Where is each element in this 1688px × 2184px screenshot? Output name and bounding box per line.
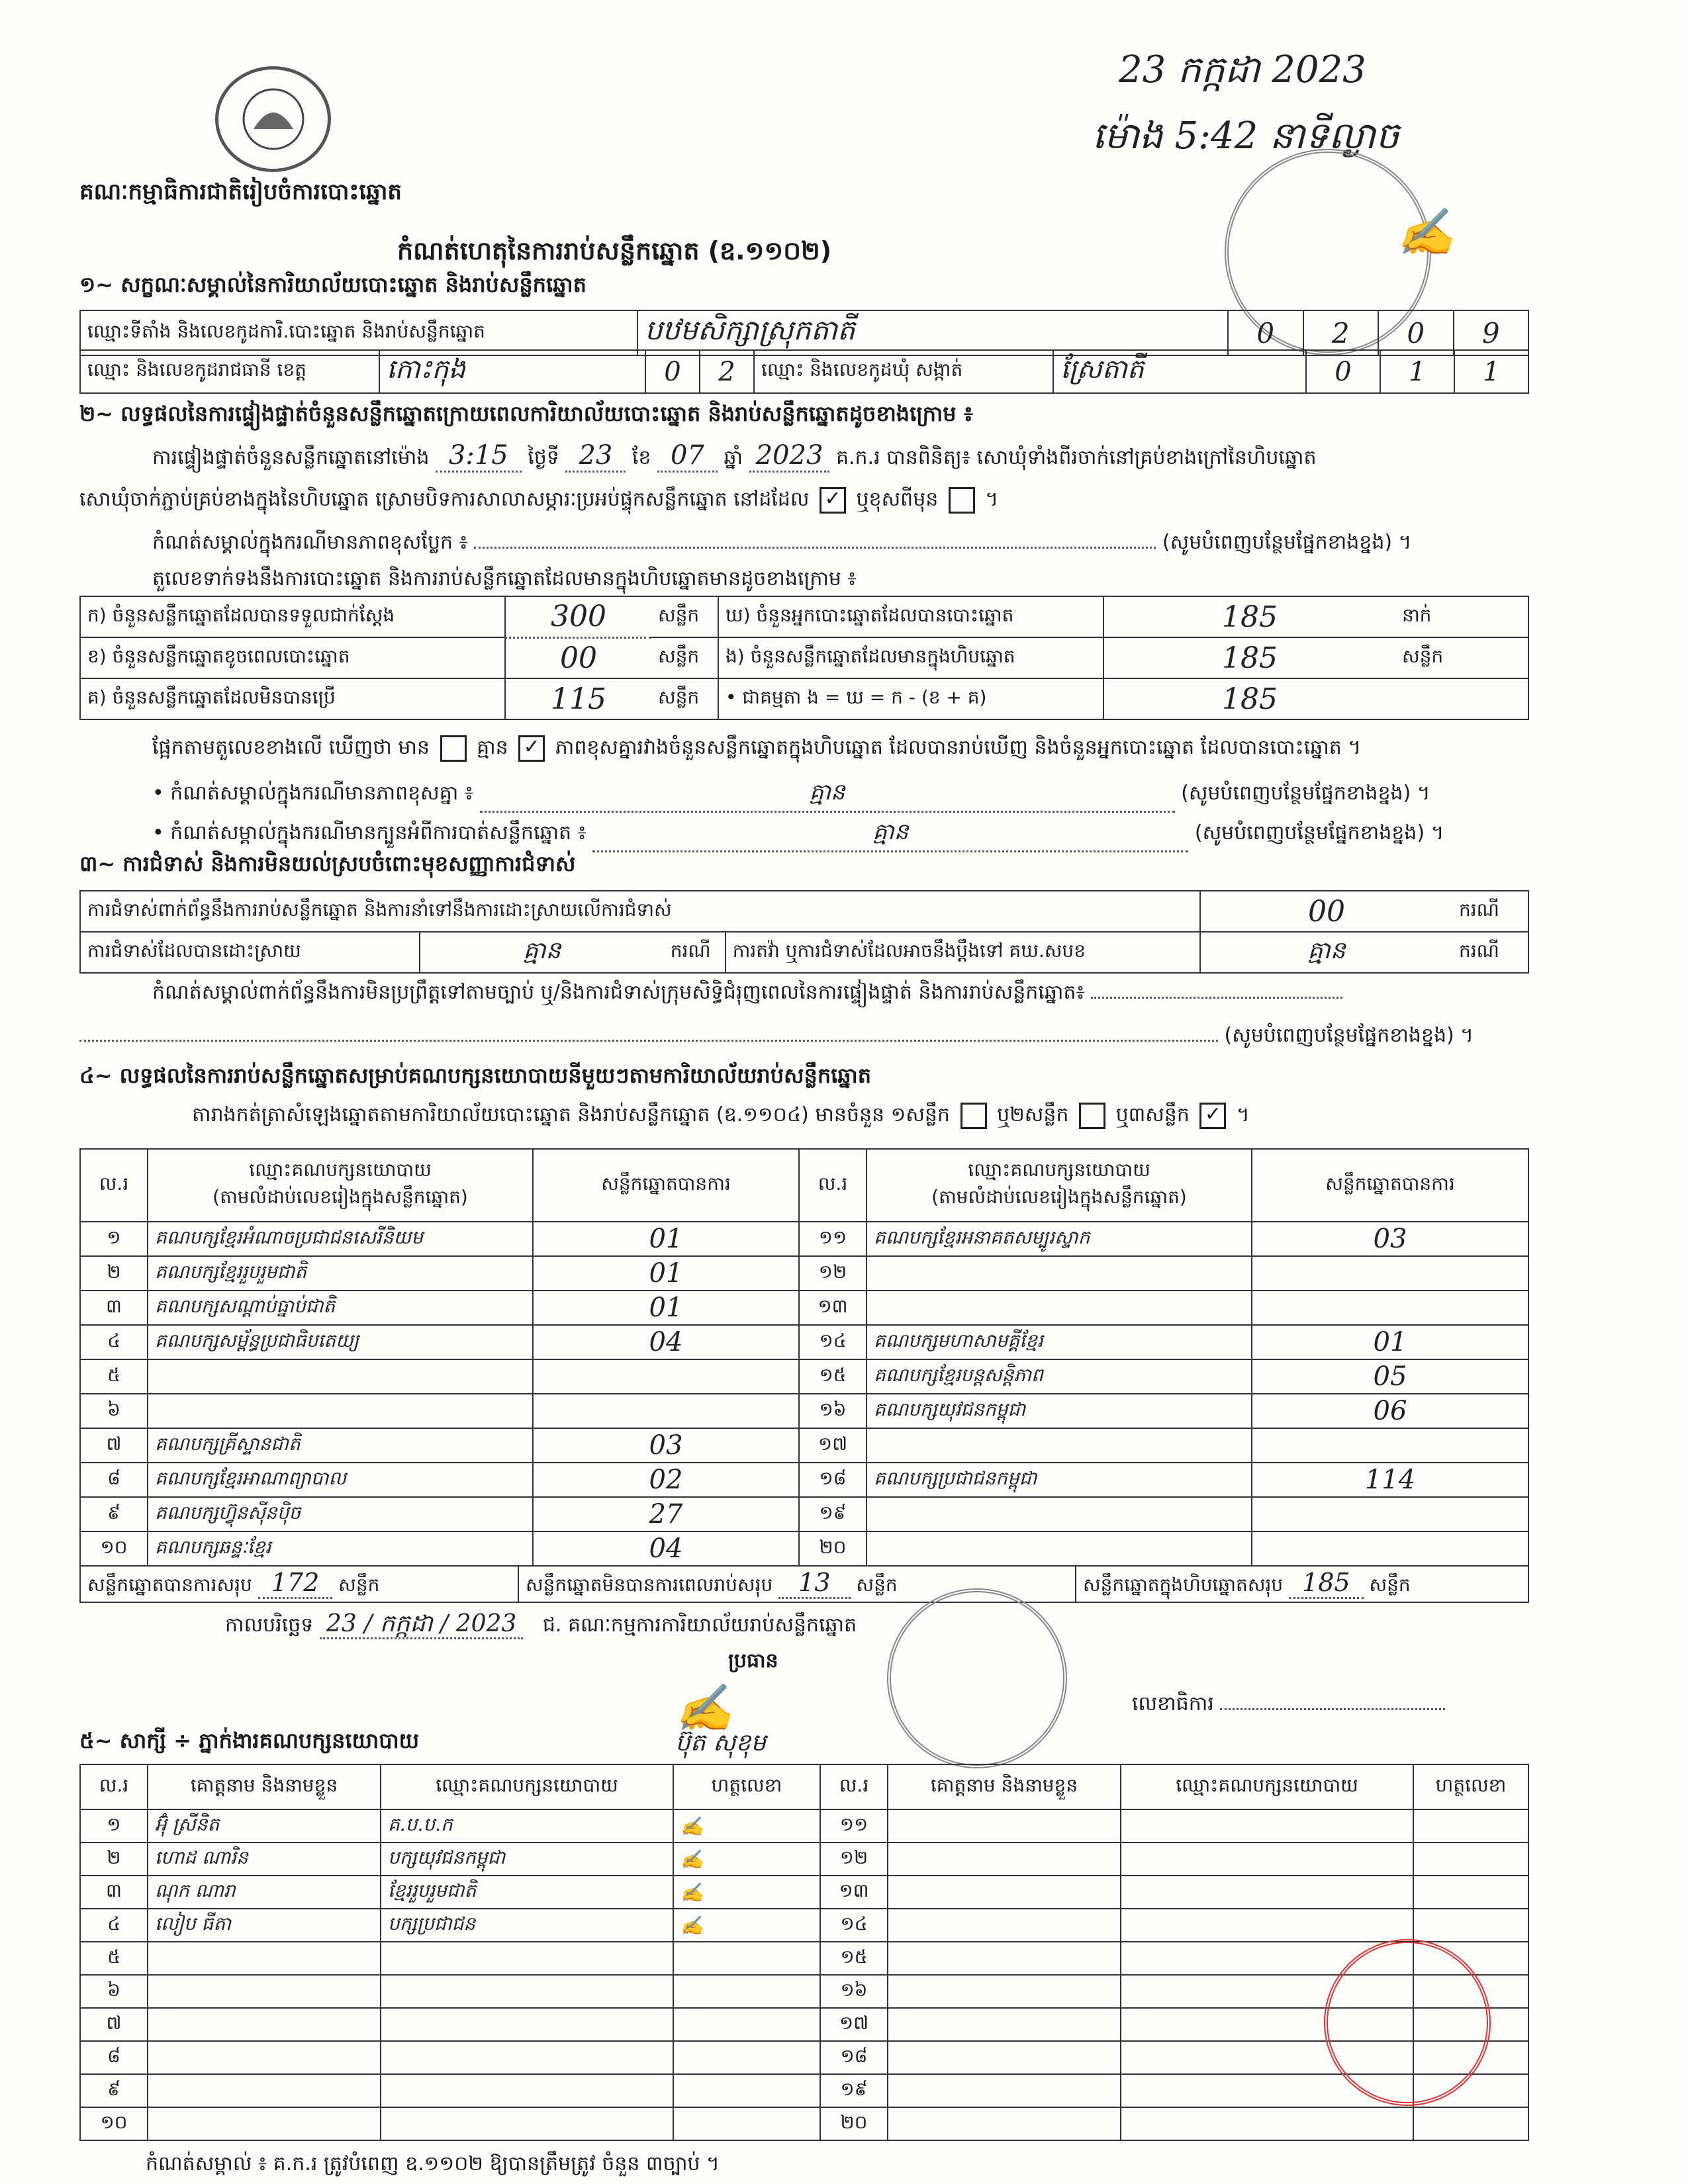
- commune-label: ឈ្មោះ និងលេខកូដឃុំ សង្កាត់: [754, 350, 1053, 393]
- verify-month-value: 07: [657, 440, 718, 473]
- votes-2: [1252, 1291, 1528, 1325]
- w-col-no: ល.រ: [80, 1764, 148, 1809]
- row-no-2: ១៧: [799, 1428, 867, 1463]
- w-signature: ✍: [673, 1843, 820, 1876]
- box-total-unit: សន្លឹក: [1369, 1574, 1411, 1596]
- section-4-title: ៤~ លទ្ធផលនៃការរាប់សន្លឹកឆ្នោតសម្រាប់គណបក្សនយោបាយនីមួយៗតាមការិយាល័យរាប់សន្លឹកឆ្នោត: [79, 1063, 872, 1088]
- w-party: បក្សប្រជាជន: [381, 1909, 673, 1942]
- w-no-2: ១៩: [820, 2074, 888, 2107]
- row-no: ៧: [80, 1428, 148, 1463]
- fig-e-value: 185: [1103, 637, 1395, 678]
- col-no-2: ល.រ: [799, 1149, 867, 1222]
- results-rows: [80, 1222, 1528, 1566]
- resolved-label: ការជំទាស់ដែលបានដោះស្រាយ: [80, 932, 420, 973]
- row-no: ៤: [80, 1325, 148, 1359]
- votes: 01: [533, 1256, 799, 1291]
- col-party-2: [867, 1149, 1252, 1222]
- commune-code-2: 1: [1380, 350, 1454, 393]
- w-no-2: ១២: [820, 1843, 888, 1876]
- different-label: ឬខុសពីមុន: [856, 488, 939, 511]
- valid-total-label: សន្លឹកឆ្នោតបានការសរុប: [87, 1574, 252, 1596]
- appeal-label: ការតវ៉ា ឬការជំទាស់ដែលអាចនឹងប្តឹងទៅ គឃ.សបខ: [726, 932, 1200, 973]
- appeal-unit: ករណី: [1452, 932, 1528, 973]
- section-3-note-line-2: [79, 1023, 1529, 1052]
- votes: [533, 1359, 799, 1394]
- votes: 04: [533, 1325, 799, 1359]
- site-code-3: 0: [1378, 310, 1454, 355]
- sheet-2-label: ឬ២សន្លឹក: [997, 1103, 1069, 1126]
- resolved-unit: ករណី: [664, 932, 726, 973]
- table-row: [80, 1463, 1528, 1497]
- w-no: ១: [80, 1809, 148, 1843]
- row-no: ៣: [80, 1291, 148, 1325]
- committee-name: គណៈកម្មាធិការជាតិរៀបចំការបោះឆ្នោត: [79, 179, 402, 205]
- w-signature: ✍: [673, 1909, 820, 1942]
- bullet-2-value: គ្មាន: [592, 817, 1188, 852]
- tally-sheet-text: តារាងកត់ត្រាសំឡេងឆ្នោតតាមការិយាល័យបោះឆ្នោត និងរាប់សន្លឹកឆ្នោត (ឧ.១១០៤) មានចំនួន ១សន្លឹក: [192, 1103, 950, 1126]
- votes: 02: [533, 1463, 799, 1497]
- w-no-2: ១៣: [820, 1876, 888, 1909]
- party-name: គណបក្សសណ្តាប់ធ្នាប់ជាតិ: [148, 1291, 533, 1325]
- year-label: ឆ្នាំ: [724, 446, 743, 469]
- w-col-name-2: គោត្តនាម និងនាមខ្លួន: [888, 1764, 1121, 1809]
- section-5-title: ៥~ សាក្សី ÷ ភ្នាក់ងារគណបក្សនយោបាយ: [79, 1728, 420, 1753]
- w-no: ៨: [80, 2041, 148, 2074]
- objection-related-value: 00: [1200, 891, 1452, 932]
- w-no-2: ១៦: [820, 1975, 888, 2008]
- table-row: [80, 1256, 1528, 1291]
- row-no-2: ១១: [799, 1222, 867, 1256]
- votes: [533, 1394, 799, 1428]
- sign-date-value: 23 / កក្កដា / 2023: [320, 1610, 523, 1639]
- fig-a-value: 300: [505, 596, 651, 637]
- witness-table: [79, 1764, 1529, 2141]
- formula-value: 185: [1103, 678, 1395, 719]
- fig-e-unit: សន្លឹក: [1395, 637, 1528, 678]
- province-code-1: 0: [645, 350, 700, 393]
- fig-b-label: ខ) ចំនួនសន្លឹកឆ្នោតខូចពេលបោះឆ្នោត: [80, 637, 505, 678]
- form-title: កំណត់ហេតុនៃការរាប់សន្លឹកឆ្នោត (ឧ.១១០២): [397, 236, 832, 265]
- table-row: [80, 2074, 1528, 2107]
- party-name: [148, 1394, 533, 1428]
- objections-table: [79, 890, 1529, 974]
- objection-related-label: ការជំទាស់ពាក់ព័ន្ធនឹងការរាប់សន្លឹកឆ្នោត និងការនាំទៅនឹងការដោះស្រាយលើការជំទាស់: [80, 891, 1200, 932]
- fig-d-label: ឃ) ចំនួនអ្នកបោះឆ្នោតដែលបានបោះឆ្នោត: [718, 596, 1103, 637]
- row-no-2: ១៦: [799, 1394, 867, 1428]
- col-party-title: ឈ្មោះគណបក្សនយោបាយ: [249, 1159, 432, 1181]
- commune-value: ស្រែតាតី: [1053, 350, 1306, 393]
- w-no-2: ១៧: [820, 2008, 888, 2041]
- party-name: គណបក្សខ្មែររួបរួមជាតិ: [148, 1256, 533, 1291]
- day-label: ថ្ងៃទី: [528, 446, 559, 469]
- w-no: ៩: [80, 2074, 148, 2107]
- section-1-table-row2: [79, 349, 1529, 394]
- committee-emblem: [215, 66, 331, 172]
- votes: 03: [533, 1428, 799, 1463]
- totals-table: [79, 1565, 1529, 1603]
- col-party-subtitle-2: (តាមលំដាប់លេខរៀងក្នុងសន្លឹកឆ្នោត): [931, 1186, 1187, 1208]
- table-row: [80, 1291, 1528, 1325]
- province-label: ឈ្មោះ និងលេខកូដរាជធានី ខេត្ត: [80, 350, 379, 393]
- w-col-party-2: ឈ្មោះគណបក្សនយោបាយ: [1121, 1764, 1413, 1809]
- box-total-label: សន្លឹកឆ្នោតក្នុងហិបឆ្នោតសរុប: [1083, 1574, 1284, 1596]
- commune-code-3: 1: [1454, 350, 1528, 393]
- province-code-2: 2: [700, 350, 754, 393]
- secretary-line: [1132, 1691, 1445, 1720]
- w-no-2: ១៥: [820, 1942, 888, 1975]
- votes-2: 01: [1252, 1325, 1528, 1359]
- party-name-2: គណបក្សមហាសាមគ្គីខ្មែរ: [867, 1325, 1252, 1359]
- site-code-1: 0: [1228, 310, 1303, 355]
- resolved-value: គ្មាន: [420, 932, 664, 973]
- votes: 01: [533, 1222, 799, 1256]
- table-row: [80, 1428, 1528, 1463]
- sign-committee: ជ. គណៈកម្មការការិយាល័យរាប់សន្លឹកឆ្នោត: [542, 1614, 857, 1637]
- w-name: ណុក ណារា: [148, 1876, 381, 1909]
- party-name-2: គណបក្សខ្មែរអនាគតសម្បូរស្ទាក: [867, 1222, 1252, 1256]
- w-signature: ✍: [673, 1809, 820, 1843]
- w-col-sig-2: ហត្ថលេខា: [1413, 1764, 1528, 1809]
- w-name: ហោដ ណារិន: [148, 1843, 381, 1876]
- party-name: គណបក្សខ្មែរអាណាព្យាបាល: [148, 1463, 533, 1497]
- party-name-2: គណបក្សប្រជាជនកម្ពុជា: [867, 1463, 1252, 1497]
- box-total-value: 185: [1289, 1568, 1364, 1599]
- sign-date-label: កាលបរិច្ឆេទ: [225, 1614, 314, 1637]
- difference-line: [152, 735, 1361, 764]
- w-party: គ.ប.ប.ក: [381, 1809, 673, 1843]
- row-no-2: ១២: [799, 1256, 867, 1291]
- row-no: ១: [80, 1222, 148, 1256]
- votes: 01: [533, 1291, 799, 1325]
- w-no: ២: [80, 1843, 148, 1876]
- official-seal-red: [1324, 1939, 1491, 2106]
- formula-unit: [1395, 678, 1528, 719]
- table-row: [80, 1876, 1528, 1909]
- results-table: [79, 1148, 1529, 1567]
- row-no: ១០: [80, 1531, 148, 1566]
- w-no-2: ១៤: [820, 1909, 888, 1942]
- note-1-fill: (សូមបំពេញបន្ថែមផ្នែកខាងខ្នង) ។: [1162, 531, 1412, 554]
- votes-2: [1252, 1256, 1528, 1291]
- fig-b-unit: សន្លឹក: [651, 637, 718, 678]
- table-row: [80, 1325, 1528, 1359]
- row-no-2: ១៤: [799, 1325, 867, 1359]
- verify-line-2-text: សោឃុំចាក់ភ្ជាប់គ្រប់ខាងក្នុងនៃហិបឆ្នោត ស្រោមបិទការសាលាសម្ភារៈប្រអប់ផ្ទុកសន្លឹកឆ្នោត នៅដដែល: [79, 488, 810, 511]
- row-no-2: ១៥: [799, 1359, 867, 1394]
- objection-related-unit: ករណី: [1452, 891, 1528, 932]
- bullet-2-label: • កំណត់សម្គាល់ក្នុងករណីមានក្បួនអំពីការបាត់សន្លឹកឆ្នោត ៖: [152, 821, 586, 844]
- sheet-3-checkbox[interactable]: ✓: [1199, 1103, 1226, 1129]
- table-row: [80, 1843, 1528, 1876]
- party-name: គណបក្សគ្រីស្ទានជាតិ: [148, 1428, 533, 1463]
- row-no: ២: [80, 1256, 148, 1291]
- table-row: [80, 1531, 1528, 1566]
- w-col-sig: ហត្ថលេខា: [673, 1764, 820, 1809]
- row-no-2: ១៨: [799, 1463, 867, 1497]
- w-no-2: ១៨: [820, 2041, 888, 2074]
- col-party-title-2: ឈ្មោះគណបក្សនយោបាយ: [968, 1159, 1150, 1181]
- figures-table: [79, 596, 1529, 720]
- table-row: [80, 1975, 1528, 2008]
- votes-2: 03: [1252, 1222, 1528, 1256]
- chair-signature: ✍: [675, 1681, 733, 1735]
- w-party: ខ្មែររួបរួមជាតិ: [381, 1876, 673, 1909]
- difference-yes-checkbox[interactable]: [440, 735, 467, 762]
- signature-top: ✍: [1397, 205, 1455, 259]
- bullet-1: [152, 778, 1529, 813]
- bullet-2-fill: (សូមបំពេញបន្ថែមផ្នែកខាងខ្នង) ។: [1194, 821, 1444, 844]
- row-no-2: ១៣: [799, 1291, 867, 1325]
- fig-d-unit: នាក់: [1395, 596, 1528, 637]
- table-row: [80, 1497, 1528, 1531]
- w-no: ១០: [80, 2107, 148, 2140]
- verify-line-1: [152, 440, 1317, 474]
- month-label: ខែ: [632, 446, 651, 469]
- table-row: [80, 2041, 1528, 2074]
- site-code-2: 2: [1303, 310, 1379, 355]
- verify-line-1-rest: គ.ក.រ បានពិនិត្យ៖ សោឃុំទាំងពីរចាក់នៅគ្រប់ខាងក្រៅនៃហិបឆ្នោត: [835, 446, 1317, 469]
- fig-d-value: 185: [1103, 596, 1395, 637]
- fig-a-label: ក) ចំនួនសន្លឹកឆ្នោតដែលបានទទួលជាក់ស្តែង: [80, 596, 505, 637]
- w-col-party: ឈ្មោះគណបក្សនយោបាយ: [381, 1764, 673, 1809]
- votes-2: [1252, 1531, 1528, 1566]
- chair-name: ប៊ុត សុខុម: [675, 1729, 767, 1756]
- sheet-1-checkbox[interactable]: [961, 1103, 987, 1129]
- party-name: គណបក្សហ៊្វុនស៊ីនប៉ិច: [148, 1497, 533, 1531]
- w-name: លៀប ធីតា: [148, 1909, 381, 1942]
- w-no-2: ១១: [820, 1809, 888, 1843]
- fig-c-value: 115: [505, 678, 651, 719]
- w-name: អ៊ុំ ស្រីនិត: [148, 1809, 381, 1843]
- invalid-total-value: 13: [778, 1568, 850, 1599]
- secretary-label: លេខាធិការ: [1132, 1692, 1214, 1715]
- bullet-1-label: • កំណត់សម្គាល់ក្នុងករណីមានភាពខុសគ្នា ៖: [152, 782, 474, 805]
- section-3-note-label: កំណត់សម្គាល់ពាក់ព័ន្ធនឹងការមិនប្រព្រឹត្តទៅតាមច្បាប់ ឬ/និងការជំទាស់ក្រុមសិទ្ធិជំរុញពេលនៃការផ្ទៀងផ្ទាត់ និងការរាប់សន្លឹកឆ្នោត៖: [152, 981, 1085, 1004]
- difference-no-label: គ្មាន: [477, 736, 508, 759]
- difference-rest: ភាពខុសគ្នារវាងចំនួនសន្លឹកឆ្នោតក្នុងហិបឆ្នោត ដែលបានរាប់ឃើញ និងចំនួនអ្នកបោះឆ្នោត ដែលបានបោះឆ្នោត ។: [555, 736, 1362, 759]
- section-1-title: ១~ សក្ខណៈសម្គាល់នៃការិយាល័យបោះឆ្នោត និងរាប់សន្លឹកឆ្នោត: [79, 272, 586, 297]
- w-col-name: គោត្តនាម និងនាមខ្លួន: [148, 1764, 381, 1809]
- valid-total: [80, 1566, 518, 1602]
- bullet-2: [152, 817, 1529, 852]
- table-row: [80, 1909, 1528, 1942]
- table-row: [80, 1394, 1528, 1428]
- col-party: [148, 1149, 533, 1222]
- section-2-title: ២~ លទ្ធផលនៃការផ្ទៀងផ្ទាត់ចំនួនសន្លឹកឆ្នោតក្រោយពេលការិយាល័យបោះឆ្នោត និងរាប់សន្លឹកឆ្នោតដូចខាងក្រោម ៖: [79, 401, 973, 426]
- table-row: [80, 1942, 1528, 1975]
- verify-year-value: 2023: [749, 440, 830, 473]
- party-name-2: គណបក្សខ្មែរបន្តសន្តិភាព: [867, 1359, 1252, 1394]
- difference-no-checkbox[interactable]: ✓: [518, 735, 545, 762]
- verify-time-label: ការផ្ទៀងផ្ទាត់ចំនួនសន្លឹកឆ្នោតនៅម៉ោង: [152, 446, 430, 469]
- party-name-2: [867, 1497, 1252, 1531]
- party-name: គណបក្សសម្ព័ន្ធប្រជាធិបតេយ្យ: [148, 1325, 533, 1359]
- invalid-total-unit: សន្លឹក: [856, 1574, 898, 1596]
- formula-label: • ជាគម្មតា ង = ឃ = ក - (ខ + គ): [718, 678, 1103, 719]
- fig-e-label: ង) ចំនួនសន្លឹកឆ្នោតដែលមានក្នុងហិបឆ្នោត: [718, 637, 1103, 678]
- votes-2: 114: [1252, 1463, 1528, 1497]
- sign-date-line: [225, 1608, 857, 1643]
- table-row: [80, 1359, 1528, 1394]
- party-name-2: [867, 1256, 1252, 1291]
- appeal-value: គ្មាន: [1200, 932, 1452, 973]
- handwritten-date: 23 កក្កដា 2023: [1119, 48, 1366, 91]
- votes-2: 05: [1252, 1359, 1528, 1394]
- w-no: ៦: [80, 1975, 148, 2008]
- party-name: [148, 1359, 533, 1394]
- bullet-1-fill: (សូមបំពេញបន្ថែមផ្នែកខាងខ្នង) ។: [1181, 782, 1430, 805]
- table-row: [80, 1809, 1528, 1843]
- province-value: កោះកុង: [379, 350, 645, 393]
- valid-total-unit: សន្លឹក: [338, 1574, 380, 1596]
- different-checkbox[interactable]: [949, 487, 975, 514]
- section-3-title: ៣~ ការជំទាស់ និងការមិនយល់ស្របចំពោះមុខសញ្ញាការជំទាស់: [79, 851, 576, 876]
- table-row: [80, 2107, 1528, 2140]
- section-3-note: [152, 979, 1342, 1009]
- note-1: [152, 529, 1529, 559]
- row-no: ៦: [80, 1394, 148, 1428]
- w-party: បក្សយុវជនកម្ពុជា: [381, 1843, 673, 1876]
- party-name-2: [867, 1291, 1252, 1325]
- official-seal-middle: [887, 1588, 1067, 1768]
- votes-2: [1252, 1428, 1528, 1463]
- col-no: ល.រ: [80, 1149, 148, 1222]
- w-no: ៧: [80, 2008, 148, 2041]
- tally-sheet-line: តារាងកត់ត្រាសំឡេងឆ្នោតតាមការិយាល័យបោះឆ្នោត និងរាប់សន្លឹកឆ្នោត (ឧ.១១០៤) មានចំនួន ១សន្លឹក ឬ២សន្លឹក ឬ៣សន្លឹក ✓ ។: [192, 1102, 1250, 1131]
- w-col-no-2: ល.រ: [820, 1764, 888, 1809]
- col-votes-2: សន្លឹកឆ្នោតបានការ: [1252, 1149, 1528, 1222]
- fig-a-unit: សន្លឹក: [651, 596, 718, 637]
- w-no: ៥: [80, 1942, 148, 1975]
- row-no-2: ១៩: [799, 1497, 867, 1531]
- row-no: ៨: [80, 1463, 148, 1497]
- section-3-fill: (សូមបំពេញបន្ថែមផ្នែកខាងខ្នង) ។: [1224, 1024, 1474, 1047]
- site-label: ឈ្មោះទីតាំង និងលេខកូដការិ.បោះឆ្នោត និងរាប់សន្លឹកឆ្នោត: [80, 310, 637, 355]
- votes: 27: [533, 1497, 799, 1531]
- difference-label: ផ្អែកតាមតួលេខខាងលើ ឃើញថា មាន: [152, 736, 430, 759]
- w-no: ៣: [80, 1876, 148, 1909]
- handwritten-time: ម៉ោង 5:42 នាទីល្ងាច: [1092, 114, 1399, 158]
- same-checkbox[interactable]: ✓: [820, 487, 846, 514]
- sheet-2-checkbox[interactable]: [1079, 1103, 1105, 1129]
- commune-code-1: 0: [1306, 350, 1380, 393]
- row-no: ៩: [80, 1497, 148, 1531]
- bullet-1-value: គ្មាន: [480, 778, 1175, 813]
- fig-c-unit: សន្លឹក: [651, 678, 718, 719]
- w-no: ៤: [80, 1909, 148, 1942]
- verify-line-2: សោឃុំចាក់ភ្ជាប់គ្រប់ខាងក្នុងនៃហិបឆ្នោត ស្រោមបិទការសាលាសម្ភារៈប្រអប់ផ្ទុកសន្លឹកឆ្នោត នៅដដែល ✓ ឬខុសពីមុន ។: [79, 486, 998, 516]
- sheet-3-label: ឬ៣សន្លឹក: [1115, 1103, 1190, 1126]
- note-1-label: កំណត់សម្គាល់ក្នុងករណីមានភាពខុសប្លែក ៖: [152, 531, 468, 554]
- figures-intro: តួលេខទាក់ទងនឹងការបោះឆ្នោត និងការរាប់សន្លឹកឆ្នោតដែលមានក្នុងហិបឆ្នោតមានដូចខាងក្រោម ៖: [152, 567, 857, 590]
- party-name: គណបក្សឆន្ទៈខ្មែរ: [148, 1531, 533, 1566]
- chair-title: ប្រធាន: [728, 1649, 778, 1672]
- table-row: [80, 2008, 1528, 2041]
- row-no: ៥: [80, 1359, 148, 1394]
- votes-2: [1252, 1497, 1528, 1531]
- verify-time-value: 3:15: [436, 440, 522, 473]
- fig-b-value: 00: [505, 637, 651, 678]
- votes-2: 06: [1252, 1394, 1528, 1428]
- votes: 04: [533, 1531, 799, 1566]
- party-name-2: [867, 1531, 1252, 1566]
- site-value: បឋមសិក្សាស្រុកតាតី: [637, 310, 1228, 355]
- party-name: គណបក្សខ្មែរអំណាចប្រជាជនសេរីនិយម: [148, 1222, 533, 1256]
- invalid-total-label: សន្លឹកឆ្នោតមិនបានការពេលរាប់សរុប: [526, 1574, 773, 1596]
- verify-day-value: 23: [565, 440, 626, 473]
- valid-total-value: 172: [258, 1568, 333, 1599]
- col-votes: សន្លឹកឆ្នោតបានការ: [533, 1149, 799, 1222]
- w-signature: ✍: [673, 1876, 820, 1909]
- footnote: កំណត់សម្គាល់ ៖ គ.ក.រ ត្រូវបំពេញ ឧ.១១០២ ឱ្យបានត្រឹមត្រូវ ចំនួន ៣ច្បាប់ ។: [146, 2152, 720, 2175]
- w-no-2: ២០: [820, 2107, 888, 2140]
- party-name-2: [867, 1428, 1252, 1463]
- row-no-2: ២០: [799, 1531, 867, 1566]
- party-name-2: គណបក្សយុវជនកម្ពុជា: [867, 1394, 1252, 1428]
- box-total: [1076, 1566, 1528, 1602]
- site-code-4: 9: [1454, 310, 1529, 355]
- fig-c-label: គ) ចំនួនសន្លឹកឆ្នោតដែលមិនបានប្រើ: [80, 678, 505, 719]
- table-row: [80, 1222, 1528, 1256]
- col-party-subtitle: (តាមលំដាប់លេខរៀងក្នុងសន្លឹកឆ្នោត): [212, 1186, 468, 1208]
